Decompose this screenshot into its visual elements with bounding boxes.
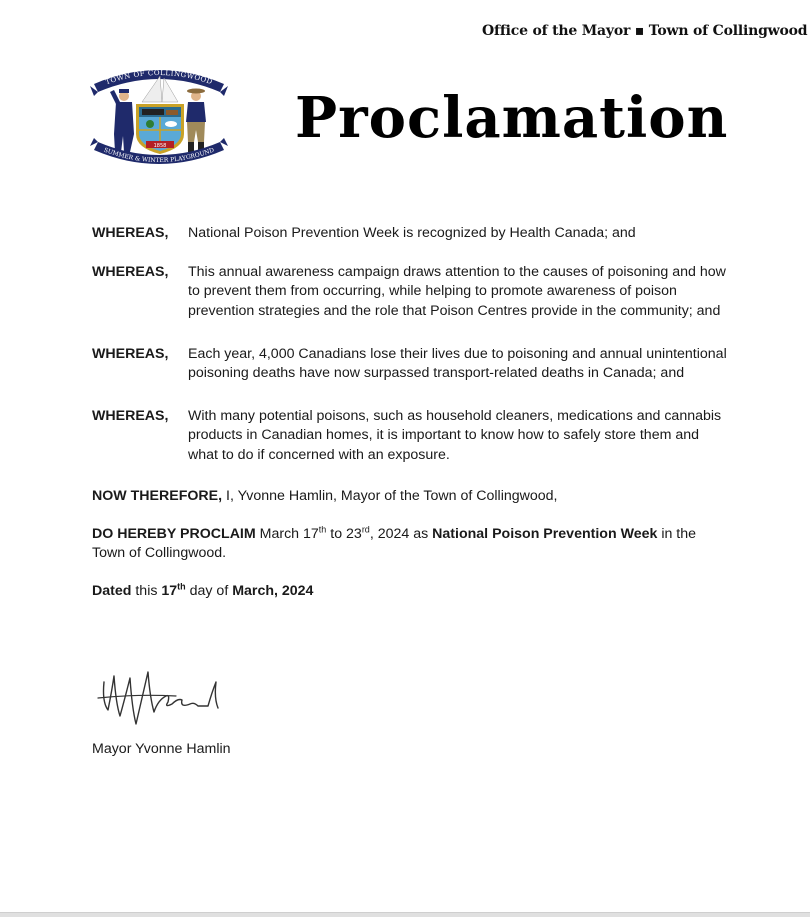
whereas-clause xyxy=(92,407,732,465)
clause-label: WHEREAS, xyxy=(92,264,169,281)
clause-text: With many potential poisons, such as household cleaners, medications and cannabis products in Canadian homes, it is important to know how to safely store them and what to do if concerned with an exposure. xyxy=(188,408,722,463)
clause-label: WHEREAS, xyxy=(92,345,169,362)
now-therefore-statement xyxy=(92,487,732,506)
proclaim-statement xyxy=(92,525,702,563)
dated-lead: Dated xyxy=(92,583,132,600)
page-bottom-edge xyxy=(0,912,810,917)
crest-year: 1858 xyxy=(153,143,167,149)
mayor-signature xyxy=(96,668,226,736)
whereas-clause xyxy=(92,263,732,321)
now-therefore-lead: NOW THEREFORE, xyxy=(92,487,223,504)
dated-of: day of xyxy=(185,583,233,600)
clause-text: This annual awareness campaign draws attention to the causes of poisoning and how to prevent them from occurring, while helping to promote awareness of poison prevention strategies and the role that Poison Centres provide in the community; and xyxy=(188,264,726,319)
proclamation-body xyxy=(92,224,732,602)
office-header: Office of the Mayor ▪ Town of Collingwood xyxy=(482,23,808,39)
clause-text: Each year, 4,000 Canadians lose their lives due to poisoning and annual unintentional poisoning deaths have now surpassed transport-related deaths in Canada; and xyxy=(188,345,727,382)
proclaim-start-date: March 17 xyxy=(255,526,319,543)
whereas-clause xyxy=(92,345,732,383)
crest-bottom-banner-text: SUMMER & WINTER PLAYGROUND xyxy=(102,146,216,165)
ordinal-suffix: rd xyxy=(361,524,370,535)
dated-this: this xyxy=(131,583,162,600)
dated-day: 17 xyxy=(161,583,178,600)
event-name: National Poison Prevention Week xyxy=(432,526,658,543)
clause-label: WHEREAS, xyxy=(92,225,169,241)
now-therefore-text: I, Yvonne Hamlin, Mayor of the Town of Collingwood, xyxy=(222,487,558,504)
town-crest-logo xyxy=(90,62,228,172)
dated-line xyxy=(92,582,732,601)
crest-top-banner-text: TOWN OF COLLINGWOOD xyxy=(104,68,214,87)
proclaim-lead: DO HEREBY PROCLAIM xyxy=(92,526,256,543)
signer-name: Mayor Yvonne Hamlin xyxy=(92,741,231,757)
proclaim-year: , 2024 as xyxy=(369,526,433,543)
proclaim-end-date: to 23 xyxy=(326,526,362,543)
ordinal-suffix: th xyxy=(177,581,186,592)
page-title: Proclamation xyxy=(295,85,729,151)
clause-text: National Poison Prevention Week is recognized by Health Canada; and xyxy=(188,225,636,241)
dated-month-year: March, 2024 xyxy=(232,583,314,600)
clause-label: WHEREAS, xyxy=(92,408,169,425)
ordinal-suffix: th xyxy=(318,524,327,535)
whereas-clause xyxy=(92,224,732,243)
proclaim-tail: in the Town of Collingwood. xyxy=(92,526,697,562)
